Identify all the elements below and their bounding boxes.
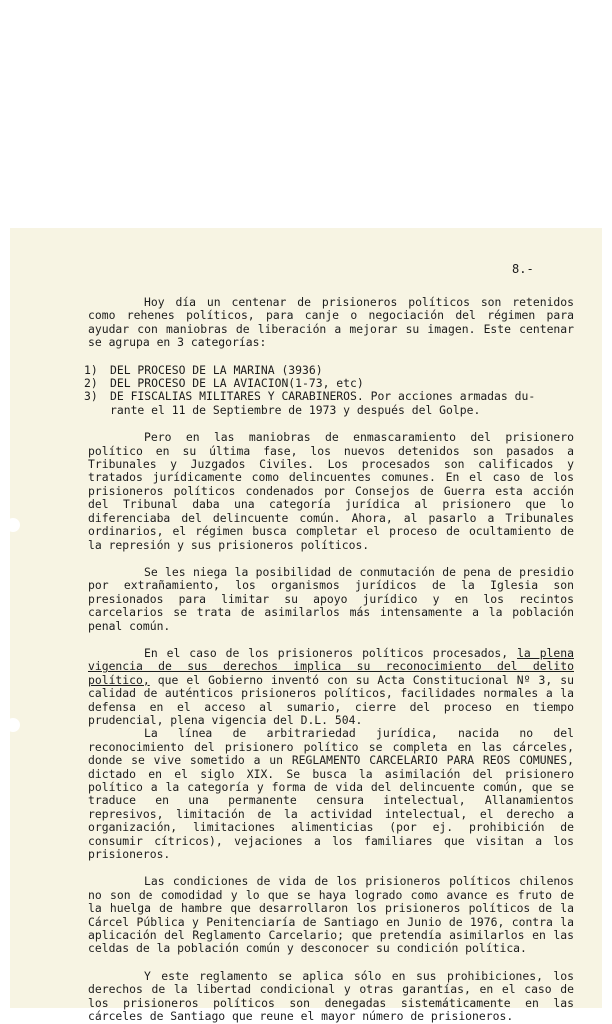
paragraph-procesados [88, 647, 574, 727]
list-number: 2) [84, 376, 98, 391]
paragraph-intro: Hoy día un centenar de prisioneros políticos son retenidos como rehenes políticos, para canje o negociación del régimen para ayudar con maniobras de liberación a mejorar su imagen. Este centenar se agrupa en 3 categorías: [88, 295, 574, 350]
procesados-intro: En el caso de los prisioneros políticos procesados, [144, 645, 518, 660]
underlined-phrase: la plena vigencia de sus derechos implica su reconocimiento del delito político, [88, 645, 574, 687]
list-item [84, 390, 574, 403]
list-item-continuation: rante el 11 de Septiembre de 1973 y después del Golpe. [110, 402, 481, 417]
punch-hole [6, 718, 20, 732]
paragraph-conmutacion: Se les niega la posibilidad de conmutación de pena de presidio por extrañamiento, los organismos jurídicos de la Iglesia son presionados para limitar su apoyo jurídico y en los recintos carcelarios se trata de asimilarlos más intensamente a la población penal común. [88, 564, 574, 633]
list-text: DEL PROCESO DE LA AVIACION(1-73, etc) [110, 376, 364, 391]
paragraph-arbitrariedad: La línea de arbitrariedad jurídica, nacida no del reconocimiento del prisionero político se completa en las cárceles, donde se vive sometido a un REGLAMENTO CARCELARIO PARA REOS COMUNES, dictado en el siglo XIX. Se busca la asimilación del prisionero político a la categoría y forma de vida del delincuente común, que se traduce en una permanente censura intelectual, Allanamientos represivos, limitación de la actividad intelectual, el derecho a organización, limitaciones alimenticias (por ej. prohibición de consumir cítricos), vejaciones a los familiares que visitan a los prisioneros. [88, 726, 574, 862]
category-list [84, 364, 574, 418]
punch-hole [6, 518, 20, 532]
procesados-rest: que el Gobierno inventó con su Acta Constitucional Nº 3, su calidad de auténticos prisioneros políticos, facilidades normales a la defensa en el acceso al sumario, cierre del proceso en tiempo prudencial, plena vigencia del D.L. 504. [88, 672, 574, 727]
document-body [84, 295, 574, 1024]
paragraph-reglamento: Y este reglamento se aplica sólo en sus prohibiciones, los derechos de la libertad condicional y otras garantías, en el caso de los prisioneros políticos son denegadas sistemáticamente en las cárceles de Santiago que reune el mayor número de prisioneros. [88, 968, 574, 1024]
list-item [84, 364, 574, 377]
paragraph-condiciones: Las condiciones de vida de los prisioneros políticos chilenos no son de comodidad y lo que se haya logrado como avance es fruto de la huelga de hambre que desarrollaron los prisioneros políticos de la Cárcel Pública y Penitenciaría de Santiago en Junio de 1976, contra la aplicación del Reglamento Carcelario; que pretendía asimilarlos en las celdas de la población común y desconocer su condición política. [88, 874, 574, 956]
page-number: 8.- [512, 262, 534, 276]
list-number: 3) [84, 389, 98, 404]
paragraph-enmascaramiento: Pero en las maniobras de enmascaramiento del prisionero político en su última fase, los nuevos detenidos son pasados a Tribunales y Juzgados Civiles. Los procesados son calificados y tratados jurídicamente como delincuentes comunes. En el caso de los prisioneros políticos condenados por Consejos de Guerra esta acción del Tribunal daba una categoría jurídica al prisionero que lo diferenciaba del delincuente común. Ahora, al pasarlo a Tribunales ordinarios, el régimen busca completar el proceso de ocultamiento de la represión y sus prisioneros políticos. [88, 430, 574, 552]
list-text: DEL PROCESO DE LA MARINA (3936) [110, 362, 323, 377]
list-item [84, 377, 574, 390]
list-number: 1) [84, 362, 98, 377]
list-text: DE FISCALIAS MILITARES Y CARABINEROS. Por acciones armadas du- [110, 389, 536, 404]
